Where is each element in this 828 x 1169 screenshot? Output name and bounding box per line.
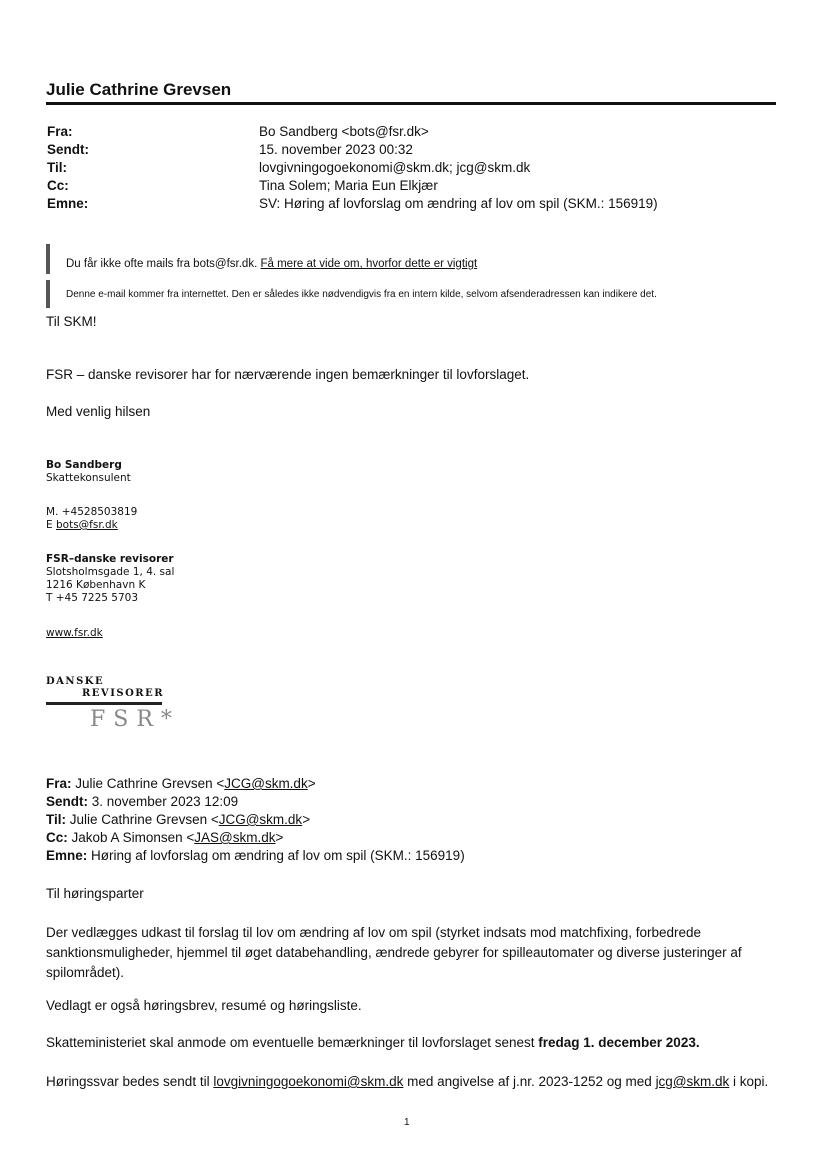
fwd-paragraph-1: Der vedlægges udkast til forslag til lov om ændring af lov om spil (styrket indsats mod matchfixing, forbedrede sanktionsmuligheder, hjemmel til øget databehandling, ændrede gebyrer for spilleautomater og diverse justeringer af spilområdet). [46, 925, 742, 980]
signature-website [46, 627, 103, 640]
header-value: 15. november 2023 00:32 [259, 142, 413, 157]
fwd-subject-value: Høring af lovforslag om ændring af lov om spil (SKM.: 156919) [91, 848, 465, 863]
header-divider [46, 102, 776, 105]
fwd-paragraph-2: Vedlagt er også høringsbrev, resumé og høringsliste. [46, 998, 362, 1013]
fwd-sent [46, 793, 238, 811]
signature-email-link[interactable]: bots@fsr.dk [55, 519, 118, 531]
fsr-logo [46, 676, 180, 736]
fwd-paragraph-4-text: Høringssvar bedes sendt til [46, 1074, 214, 1089]
fwd-to-name: Julie Cathrine Grevsen < [69, 812, 219, 827]
fwd-cc-email-link[interactable]: JAS@skm.dk [194, 830, 276, 845]
page-title: Julie Cathrine Grevsen [46, 80, 232, 99]
fwd-from-name: Julie Cathrine Grevsen < [75, 776, 225, 791]
header-value: SV: Høring af lovforslag om ændring af lov om spil (SKM.: 156919) [259, 196, 658, 211]
header-label: Sendt: [47, 142, 89, 157]
page-number: 1 [404, 1117, 410, 1128]
header-label: Emne: [47, 196, 89, 211]
banner-accent [46, 244, 50, 274]
fwd-label: Cc: [46, 830, 68, 845]
header-value: lovgivningogoekonomi@skm.dk; jcg@skm.dk [259, 160, 531, 175]
banner-notice-text: Du får ikke ofte mails fra bots@fsr.dk. [66, 258, 258, 270]
header-value: Tina Solem; Maria Eun Elkjær [259, 178, 438, 193]
deadline-date: fredag 1. december 2023. [538, 1035, 700, 1050]
fwd-label: Emne: [46, 848, 88, 863]
fwd-paragraph-3-text: Skatteministeriet skal anmode om eventuelle bemærkninger til lovforslaget senest [46, 1035, 539, 1050]
fwd-label: Fra: [46, 776, 72, 791]
fwd-bracket: > [302, 812, 311, 827]
logo-mark: FSR* [90, 707, 180, 732]
fwd-paragraph-4 [46, 1072, 771, 1092]
fwd-paragraph-4-text: i kopi. [729, 1074, 769, 1089]
banner-accent [46, 280, 50, 308]
signature-address1: Slotsholmsgade 1, 4. sal [46, 566, 175, 578]
fwd-subject [46, 847, 465, 865]
fwd-bracket: > [307, 776, 316, 791]
fwd-cc [46, 829, 283, 847]
signature-contact [46, 506, 137, 532]
reply-closing: Med venlig hilsen [46, 404, 151, 419]
banner-notice [66, 258, 477, 270]
fwd-paragraph-3 [46, 1035, 700, 1050]
external-sender-banner [46, 244, 776, 308]
fwd-sent-value: 3. november 2023 12:09 [91, 794, 239, 809]
fwd-label: Til: [46, 812, 66, 827]
signature-phone: T +45 7225 5703 [46, 592, 139, 604]
signature-email-prefix: E [46, 519, 56, 531]
fwd-label: Sendt: [46, 794, 88, 809]
learn-more-link[interactable]: Få mere at vide om, hvorfor dette er vigtigt [260, 258, 478, 270]
fwd-from-email-link[interactable]: JCG@skm.dk [224, 776, 308, 791]
signature-block [46, 459, 131, 485]
fwd-greeting: Til høringsparter [46, 886, 144, 901]
reply-greeting: Til SKM! [46, 314, 97, 329]
header-label: Til: [47, 160, 67, 175]
signature-role: Skattekonsulent [46, 472, 131, 484]
jcg-email-link[interactable]: jcg@skm.dk [655, 1074, 730, 1089]
fwd-paragraph-4-text: med angivelse af j.nr. 2023-1252 og med [403, 1074, 656, 1089]
banner-warning: Denne e-mail kommer fra internettet. Den er således ikke nødvendigvis fra en intern kilde, selvom afsenderadressen kan indikere det. [66, 289, 657, 300]
header-label: Fra: [47, 124, 73, 139]
signature-org [46, 553, 174, 605]
fwd-from [46, 775, 316, 793]
lovgivning-email-link[interactable]: lovgivningogoekonomi@skm.dk [213, 1074, 404, 1089]
header-value: Bo Sandberg <bots@fsr.dk> [259, 124, 429, 139]
website-link[interactable]: www.fsr.dk [46, 627, 103, 639]
logo-rule [46, 702, 162, 705]
reply-body: FSR – danske revisorer har for nærværende ingen bemærkninger til lovforslaget. [46, 367, 530, 382]
logo-text: REVISORER [82, 688, 165, 699]
header-label: Cc: [47, 178, 69, 193]
fwd-to-email-link[interactable]: JCG@skm.dk [218, 812, 303, 827]
fwd-cc-name: Jakob A Simonsen < [71, 830, 195, 845]
logo-text: DANSKE [46, 676, 105, 687]
fwd-to [46, 811, 310, 829]
signature-name: Bo Sandberg [46, 459, 122, 471]
signature-address2: 1216 København K [46, 579, 146, 591]
signature-org-name: FSR–danske revisorer [46, 553, 174, 565]
signature-mobile: M. +4528503819 [46, 506, 138, 518]
fwd-bracket: > [275, 830, 284, 845]
